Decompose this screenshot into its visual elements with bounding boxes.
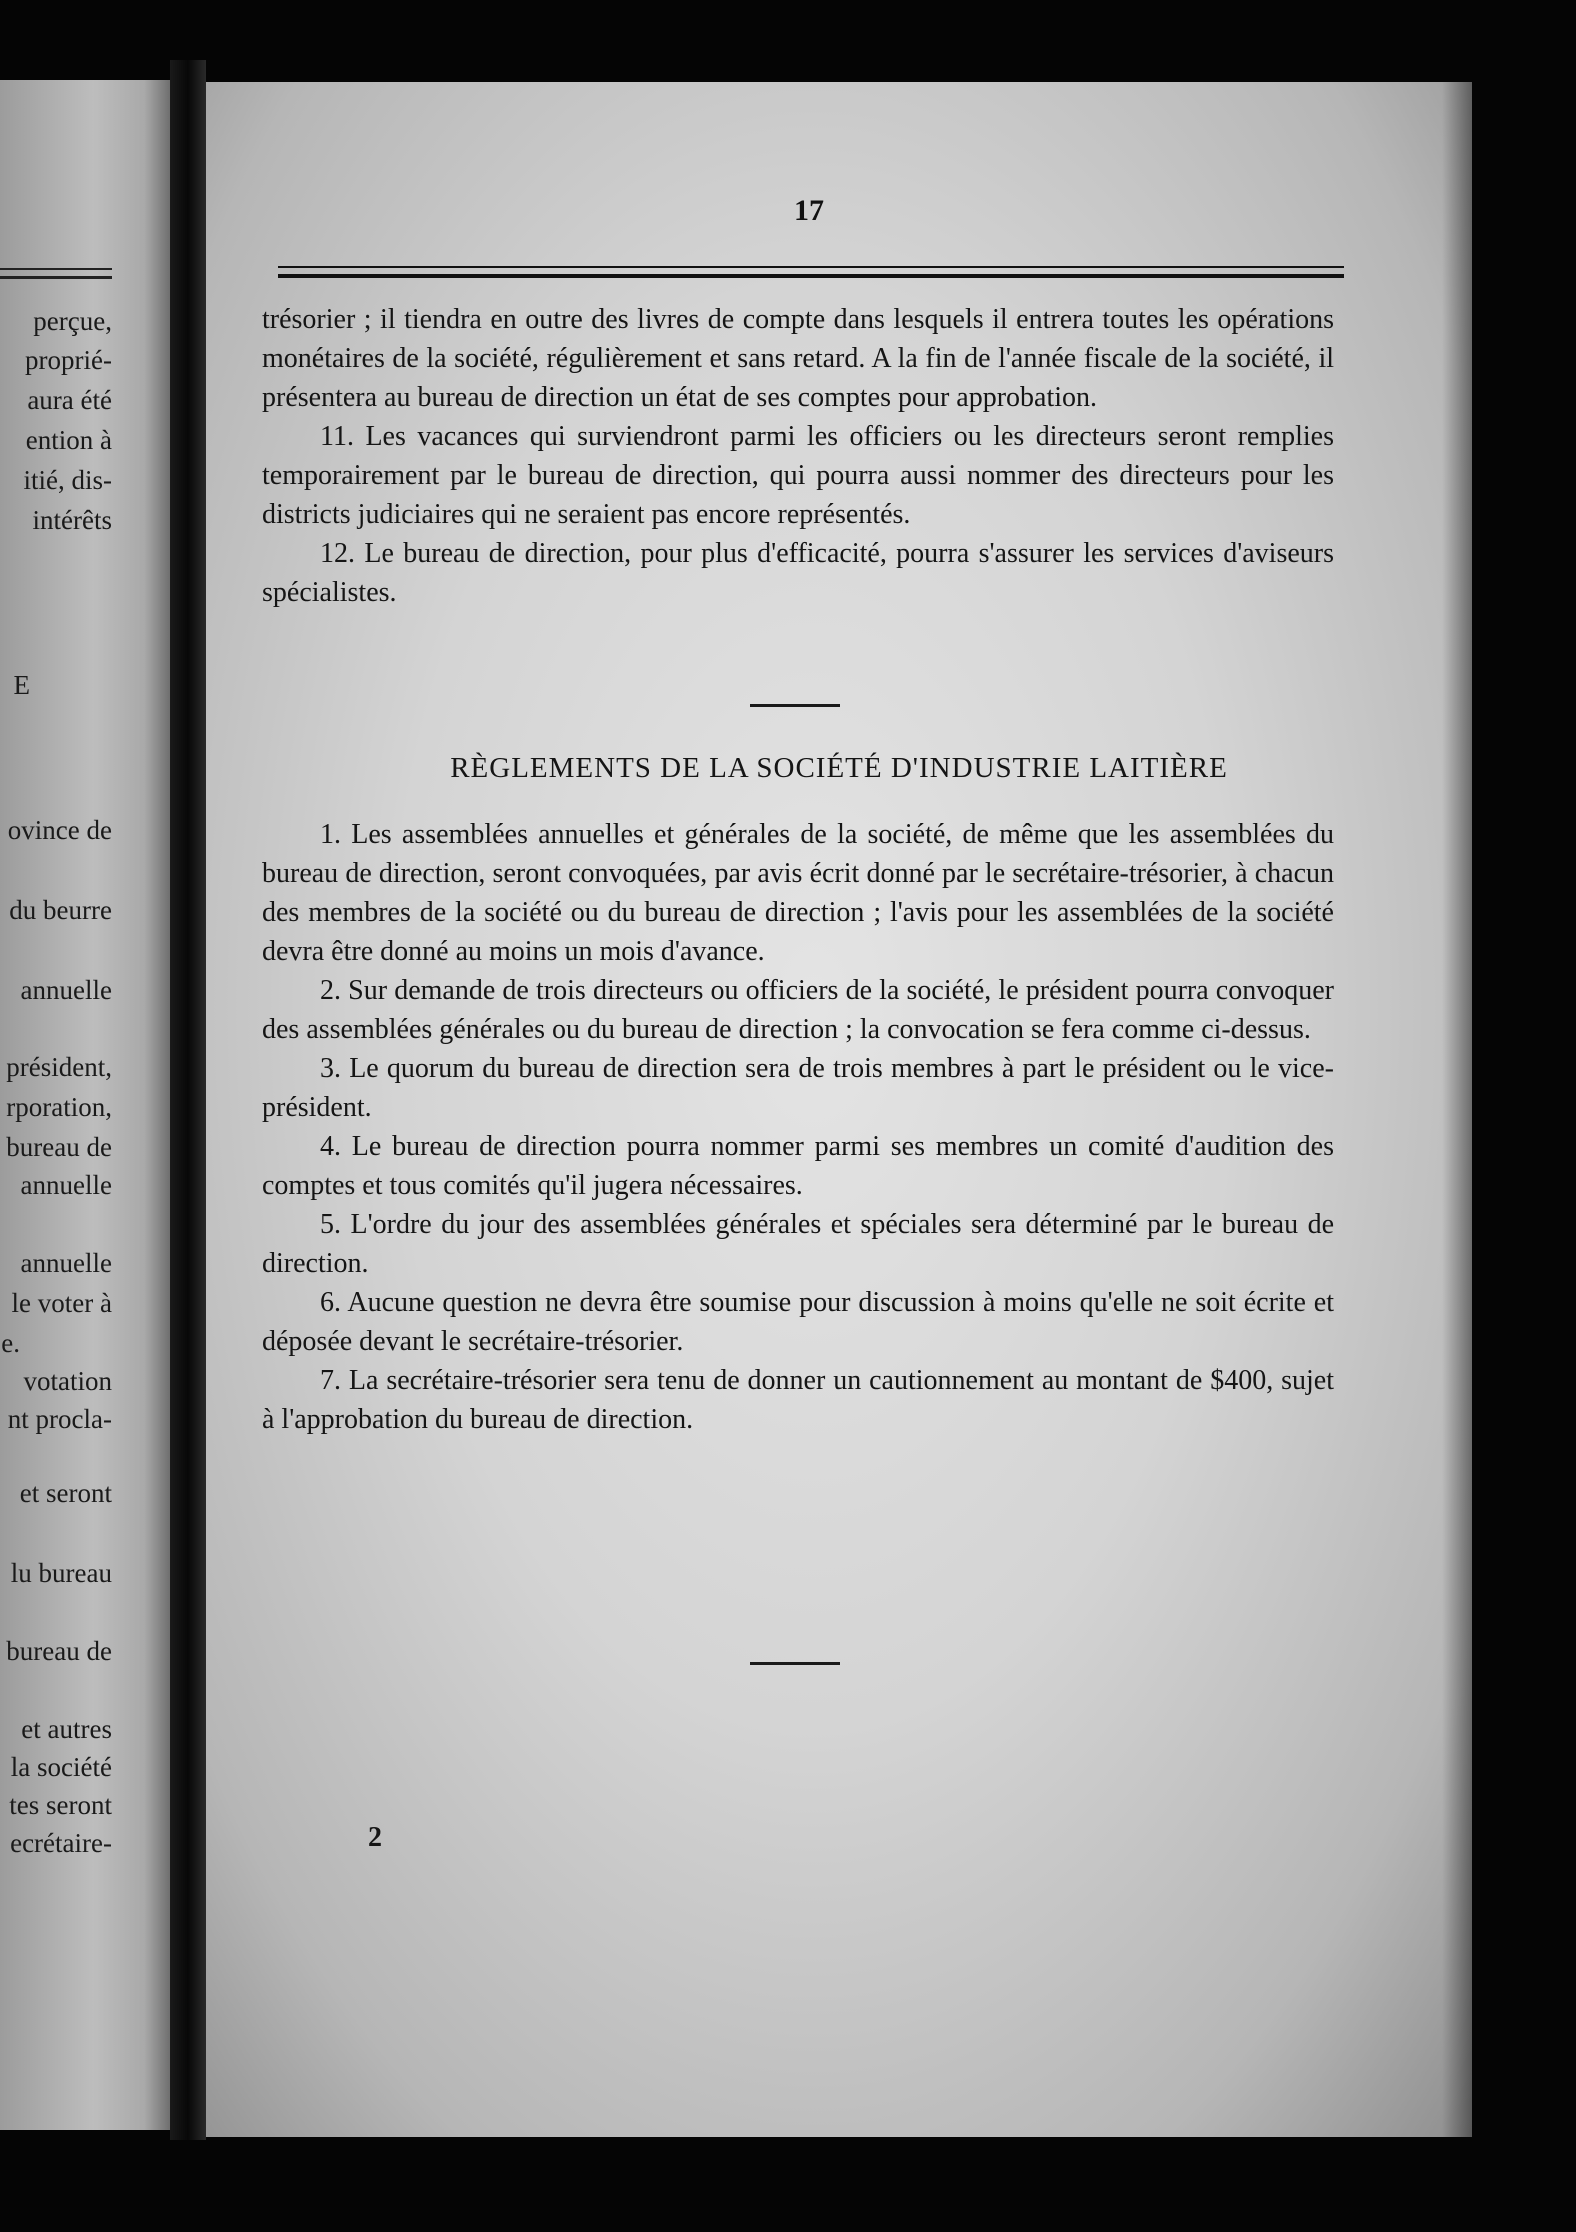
rule-7: 7. La secrétaire-trésorier sera tenu de donner un cautionnement au montant de $400, sujet à l'approbation du bureau de direction. (262, 1365, 1334, 1435)
left-page-line: et seront (19, 1478, 112, 1508)
page-number: 17 (794, 194, 824, 227)
left-page-line: votation (23, 1366, 112, 1396)
header-rule-thick (278, 274, 1344, 278)
left-page-line: annuelle (20, 1170, 112, 1200)
left-page-line: du beurre (9, 895, 112, 925)
left-page-line: le voter à (11, 1288, 112, 1318)
left-page-line: nt procla- (7, 1404, 112, 1434)
signature-mark: 2 (368, 1822, 382, 1853)
left-page-line: et autres (21, 1714, 112, 1744)
rule-4: 4. Le bureau de direction pourra nommer parmi ses membres un comité d'audition des comptes et tous comités qu'il jugera nécessaires. (262, 1131, 1334, 1201)
left-page-rule-bottom (0, 276, 112, 279)
left-page-line: perçue, (33, 306, 112, 336)
section-divider (750, 704, 840, 707)
rule-3: 3. Le quorum du bureau de direction sera de trois membres à part le président ou le vice-président. (262, 1053, 1334, 1123)
left-page-line: annuelle (20, 975, 112, 1005)
rule-2: 2. Sur demande de trois directeurs ou officiers de la société, le président pourra convoquer des assemblées générales ou du bureau de direction ; la convocation se fera comme ci-dessus. (262, 975, 1334, 1045)
paragraph-article-11: 11. Les vacances qui surviendront parmi les officiers ou les directeurs seront remplies temporairement par le bureau de direction, qui pourra aussi nommer des directeurs pour les districts judiciaires qui ne seraient pas encore représentés. (262, 421, 1334, 530)
left-page-line: tes seront (9, 1790, 112, 1820)
paragraph-article-12: 12. Le bureau de direction, pour plus d'efficacité, pourra s'assurer les services d'aviseurs spécialistes. (262, 538, 1334, 608)
left-page-line: aura été (27, 385, 112, 415)
left-page-line: annuelle (20, 1248, 112, 1278)
left-page-line: ecrétaire- (10, 1828, 112, 1858)
left-page-line: itié, dis- (23, 465, 112, 495)
rule-5: 5. L'ordre du jour des assemblées générales et spéciales sera déterminé par le bureau de direction. (262, 1209, 1334, 1279)
left-page-line: bureau de (6, 1132, 112, 1162)
previous-page-strip (0, 80, 170, 2130)
page-edge-shadow (1442, 82, 1472, 2137)
left-page-line: intérêts (32, 505, 112, 535)
end-divider (750, 1662, 840, 1665)
header-rule-thin (278, 266, 1344, 268)
left-page-line: président, (6, 1052, 112, 1082)
continued-text-block (262, 300, 1334, 612)
left-page-line: proprié- (25, 345, 112, 375)
rule-1: 1. Les assemblées annuelles et générales de la société, de même que les assemblées du bureau de direction, seront convoquées, par avis écrit donné par le secrétaire-trésorier, à chacun des membres de la société ou du bureau de direction ; l'avis pour les assemblées de la société devra être donné au moins un mois d'avance. (262, 819, 1334, 967)
book-page (206, 82, 1472, 2137)
section-title: RÈGLEMENTS DE LA SOCIÉTÉ D'INDUSTRIE LAITIÈRE (450, 752, 1228, 784)
left-page-line: ovince de (7, 815, 112, 845)
rules-text-block (262, 815, 1334, 1439)
left-page-line: lu bureau (10, 1558, 112, 1588)
left-page-line: e. (1, 1328, 20, 1358)
left-page-line: ention à (25, 425, 112, 455)
left-page-line: E (13, 670, 30, 700)
rule-6: 6. Aucune question ne devra être soumise pour discussion à moins qu'elle ne soit écrite et déposée devant le secrétaire-trésorier. (262, 1287, 1334, 1357)
left-page-line: rporation, (6, 1092, 112, 1122)
left-page-line: bureau de (6, 1636, 112, 1666)
left-page-rule-top (0, 268, 112, 270)
book-binding-gutter (170, 60, 206, 2140)
left-page-line: la société (10, 1752, 112, 1782)
paragraph-tresorier: trésorier ; il tiendra en outre des livres de compte dans lesquels il entrera toutes les opérations monétaires de la société, régulièrement et sans retard. A la fin de l'année fiscale de la société, il présentera au bureau de direction un état de ses comptes pour approbation. (262, 304, 1334, 413)
